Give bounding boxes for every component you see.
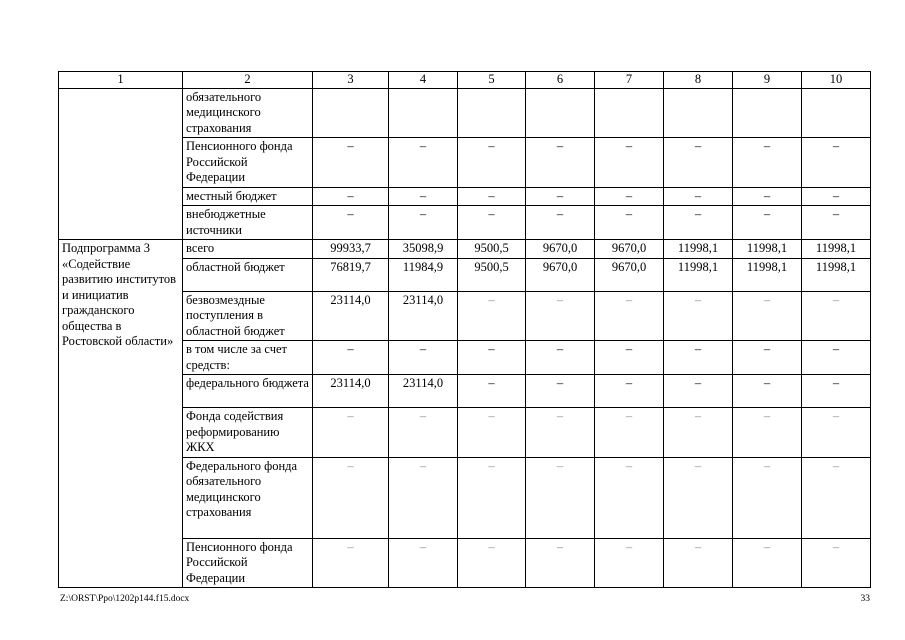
- value-cell: –: [313, 138, 389, 188]
- value-cell: –: [664, 291, 733, 341]
- source-label: внебюджетные источники: [183, 206, 313, 240]
- value-cell: –: [595, 138, 664, 188]
- value-cell: –: [664, 138, 733, 188]
- value-cell: –: [526, 138, 595, 188]
- value-cell: –: [802, 187, 871, 206]
- value-cell: –: [526, 538, 595, 588]
- value-cell: 11998,1: [802, 258, 871, 291]
- footer-page-number: 33: [860, 594, 870, 604]
- source-label: областной бюджет: [183, 258, 313, 291]
- value-cell: –: [389, 457, 458, 538]
- value-cell: –: [389, 206, 458, 240]
- value-cell: –: [664, 187, 733, 206]
- value-cell: –: [664, 341, 733, 375]
- value-cell: 9500,5: [458, 258, 526, 291]
- value-cell: 9670,0: [526, 258, 595, 291]
- value-cell: [733, 88, 802, 138]
- source-label: всего: [183, 240, 313, 259]
- header-cell: 4: [389, 72, 458, 89]
- value-cell: –: [733, 291, 802, 341]
- value-cell: –: [313, 187, 389, 206]
- value-cell: –: [313, 457, 389, 538]
- value-cell: –: [733, 138, 802, 188]
- value-cell: –: [733, 187, 802, 206]
- value-cell: –: [389, 138, 458, 188]
- value-cell: –: [313, 206, 389, 240]
- value-cell: –: [595, 408, 664, 458]
- table-row: [59, 88, 871, 138]
- value-cell: 9500,5: [458, 240, 526, 259]
- value-cell: –: [733, 341, 802, 375]
- value-cell: –: [595, 206, 664, 240]
- value-cell: –: [595, 341, 664, 375]
- value-cell: 11998,1: [733, 240, 802, 259]
- value-cell: 11998,1: [802, 240, 871, 259]
- value-cell: –: [802, 375, 871, 408]
- value-cell: –: [389, 187, 458, 206]
- value-cell: 9670,0: [595, 240, 664, 259]
- source-label: обязательного медицинского страхования: [183, 88, 313, 138]
- value-cell: –: [458, 206, 526, 240]
- value-cell: 23114,0: [313, 291, 389, 341]
- value-cell: –: [389, 408, 458, 458]
- header-cell: 10: [802, 72, 871, 89]
- value-cell: –: [664, 206, 733, 240]
- value-cell: –: [526, 291, 595, 341]
- value-cell: –: [664, 457, 733, 538]
- value-cell: –: [733, 457, 802, 538]
- value-cell: –: [458, 457, 526, 538]
- value-cell: –: [802, 341, 871, 375]
- source-label: местный бюджет: [183, 187, 313, 206]
- value-cell: –: [389, 341, 458, 375]
- source-label: федерального бюджета: [183, 375, 313, 408]
- value-cell: [595, 88, 664, 138]
- value-cell: –: [802, 291, 871, 341]
- value-cell: 76819,7: [313, 258, 389, 291]
- value-cell: –: [313, 538, 389, 588]
- value-cell: –: [595, 538, 664, 588]
- value-cell: [313, 88, 389, 138]
- subprogram-name: Подпрограмма 3 «Содействие развитию институтов и инициатив гражданского общества в Ростовской области»: [59, 240, 183, 588]
- header-cell: 3: [313, 72, 389, 89]
- value-cell: –: [595, 457, 664, 538]
- source-label: Пенсионного фонда Российской Федерации: [183, 138, 313, 188]
- value-cell: –: [595, 187, 664, 206]
- header-cell: 7: [595, 72, 664, 89]
- value-cell: –: [526, 206, 595, 240]
- value-cell: –: [526, 341, 595, 375]
- header-cell: 6: [526, 72, 595, 89]
- value-cell: –: [733, 375, 802, 408]
- value-cell: –: [458, 341, 526, 375]
- value-cell: –: [802, 457, 871, 538]
- value-cell: 11998,1: [664, 240, 733, 259]
- source-label: в том числе за счет средств:: [183, 341, 313, 375]
- source-label: безвозмездные поступления в областной бюджет: [183, 291, 313, 341]
- value-cell: 11984,9: [389, 258, 458, 291]
- value-cell: –: [526, 375, 595, 408]
- value-cell: 23114,0: [313, 375, 389, 408]
- header-cell: 2: [183, 72, 313, 89]
- value-cell: –: [526, 187, 595, 206]
- value-cell: –: [313, 341, 389, 375]
- value-cell: [664, 88, 733, 138]
- value-cell: –: [595, 375, 664, 408]
- value-cell: 11998,1: [664, 258, 733, 291]
- value-cell: –: [733, 538, 802, 588]
- value-cell: [802, 88, 871, 138]
- footer-file-path: Z:\ORST\Ppo\1202p144.f15.docx: [60, 594, 190, 604]
- value-cell: –: [458, 375, 526, 408]
- value-cell: –: [458, 187, 526, 206]
- value-cell: –: [664, 538, 733, 588]
- value-cell: –: [526, 408, 595, 458]
- value-cell: –: [595, 291, 664, 341]
- header-cell: 1: [59, 72, 183, 89]
- table-row: [59, 240, 871, 259]
- value-cell: –: [389, 538, 458, 588]
- source-label: Федерального фонда обязательного медицинского страхования: [183, 457, 313, 538]
- value-cell: –: [664, 408, 733, 458]
- value-cell: –: [733, 408, 802, 458]
- value-cell: –: [458, 291, 526, 341]
- value-cell: –: [664, 375, 733, 408]
- header-cell: 5: [458, 72, 526, 89]
- header-cell: 9: [733, 72, 802, 89]
- value-cell: –: [802, 206, 871, 240]
- value-cell: –: [458, 138, 526, 188]
- value-cell: –: [802, 408, 871, 458]
- value-cell: 9670,0: [595, 258, 664, 291]
- source-label: Фонда содействия реформированию ЖКХ: [183, 408, 313, 458]
- value-cell: –: [313, 408, 389, 458]
- header-cell: 8: [664, 72, 733, 89]
- row-group-cell: [59, 88, 183, 240]
- value-cell: [458, 88, 526, 138]
- header-row: [59, 72, 871, 89]
- value-cell: –: [802, 138, 871, 188]
- value-cell: 9670,0: [526, 240, 595, 259]
- value-cell: [389, 88, 458, 138]
- value-cell: –: [526, 457, 595, 538]
- value-cell: –: [733, 206, 802, 240]
- value-cell: 11998,1: [733, 258, 802, 291]
- value-cell: –: [458, 538, 526, 588]
- value-cell: 23114,0: [389, 291, 458, 341]
- value-cell: 23114,0: [389, 375, 458, 408]
- source-label: Пенсионного фонда Российской Федерации: [183, 538, 313, 588]
- value-cell: 99933,7: [313, 240, 389, 259]
- budget-table: [58, 71, 871, 588]
- value-cell: –: [458, 408, 526, 458]
- value-cell: –: [802, 538, 871, 588]
- value-cell: [526, 88, 595, 138]
- value-cell: 35098,9: [389, 240, 458, 259]
